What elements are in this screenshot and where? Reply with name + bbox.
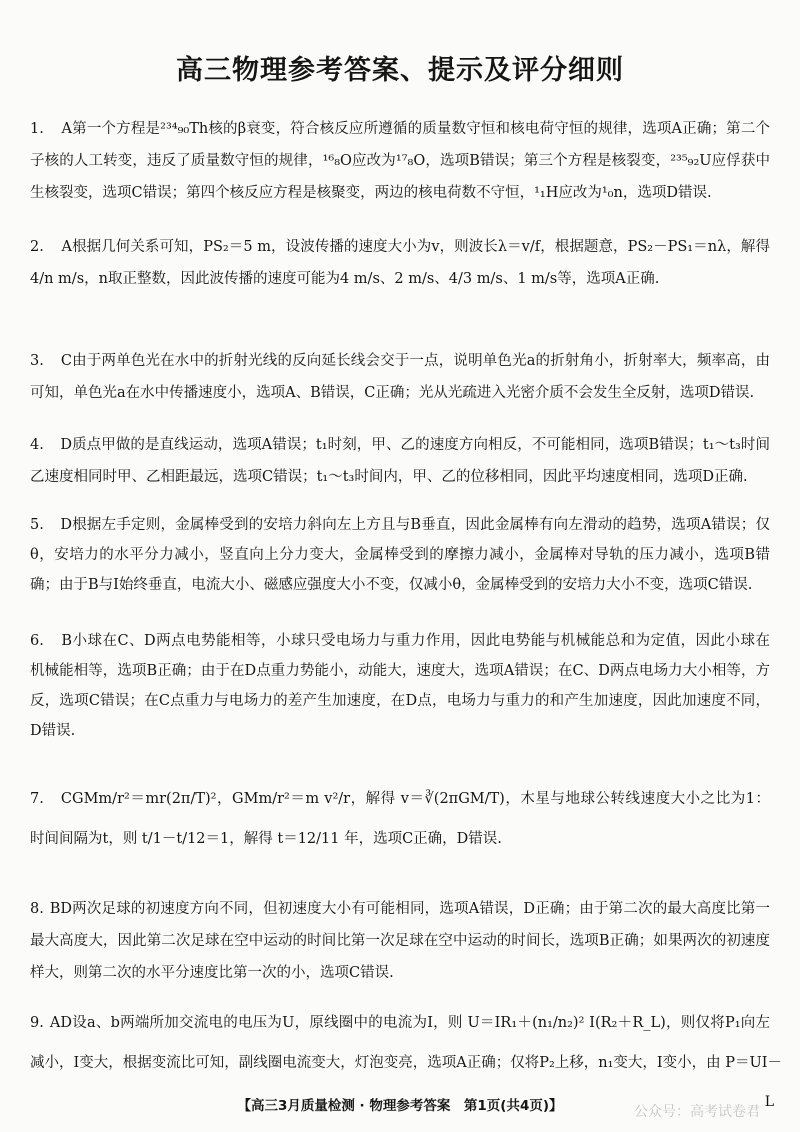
- answer-text: 减小，I变大，根据变流比可知，副线圈电流变大，灯泡变亮，选项A正确；仅将P₂上移，n₁变大，I变小，由 P＝UI－: [30, 1055, 782, 1071]
- answer-text: 机械能相等，选项B正确；由于在D点重力势能小，动能大，速度大，选项A错误；在C、D两点电场力大小相等，方: [30, 663, 770, 679]
- answer-line: [30, 466, 748, 488]
- answer-line: [30, 660, 770, 682]
- watermark-text: 公众号：高考试卷君: [634, 1104, 760, 1120]
- answer-number: 9. AD: [30, 1015, 72, 1031]
- answer-line: [30, 268, 659, 290]
- answer-text: 4/n m/s，n取正整数，因此波传播的速度可能为4 m/s、2 m/s、4/3 m/s、1 m/s等，选项A正确.: [30, 271, 660, 287]
- answer-line: [30, 150, 770, 172]
- page-footer: 【高三3月质量检测 · 物理参考答案 第1页(共4页)】: [237, 1098, 563, 1114]
- answer-number: 1. A: [30, 121, 72, 137]
- answer-text: 最大高度大，因此第二次足球在空中运动的时间比第一次足球在空中运动的时间长，选项B正确；如果两次的初速度: [30, 933, 770, 949]
- corner-mark: L: [764, 1094, 774, 1110]
- answer-text: 根据左手定则，金属棒受到的安培力斜向左上方且与B垂直，因此金属棒有向左滑动的趋势，选项A错误；仅: [72, 517, 770, 533]
- answer-line: [30, 690, 770, 712]
- answer-line: [30, 930, 770, 952]
- answer-text: D错误.: [30, 723, 76, 739]
- answer-line: [30, 630, 770, 652]
- answer-text: 样大，则第二次的水平分速度比第一次的小，选项C错误.: [30, 965, 394, 981]
- answer-number: 5. D: [30, 517, 72, 533]
- answer-line: [30, 182, 712, 204]
- answer-line: [30, 788, 770, 810]
- answer-text: 乙速度相同时甲、乙相距最远，选项C错误；t₁～t₃时间内，甲、乙的位移相同，因此平均速度相同，选项D正确.: [30, 469, 748, 485]
- answer-text: 两次足球的初速度方向不同，但初速度大小有可能相同，选项A错误，D正确；由于第二次的最大高度比第一: [72, 901, 770, 917]
- answer-text: 时间间隔为t，则 t/1－t/12＝1，解得 t＝12/11 年，选项C正确，D错误.: [30, 831, 502, 847]
- answer-text: 由于两单色光在水中的折射光线的反向延长线会交于一点，说明单色光a的折射角小，折射率大，频率高，由: [72, 353, 770, 369]
- answer-line: [30, 828, 502, 850]
- answer-line: [30, 434, 770, 456]
- answer-line: [30, 382, 754, 404]
- answer-number: 6. B: [30, 633, 72, 649]
- answer-line: [30, 236, 770, 258]
- answer-line: [30, 574, 752, 596]
- answer-text: 确；由于B与I始终垂直，电流大小、磁感应强度大小不变，仅减小θ，金属棒受到的安培力大小不变，选项C错误.: [30, 577, 753, 593]
- answer-text: 生核裂变，选项C错误；第四个核反应方程是核聚变，两边的核电荷数不守恒，¹₁H应改为¹₀n，选项D错误.: [30, 185, 712, 201]
- answer-number: 8. BD: [30, 901, 72, 917]
- answer-line: [30, 514, 770, 536]
- answer-text: 子核的人工转变，违反了质量数守恒的规律，¹⁶₈O应改为¹⁷₈O，选项B错误；第三个方程是核裂变，²³⁵₉₂U应俘获中: [30, 153, 770, 169]
- page-title: 高三物理参考答案、提示及评分细则: [176, 55, 624, 86]
- answer-line: [30, 350, 770, 372]
- answer-number: 3. C: [30, 353, 72, 369]
- answer-line: [30, 118, 770, 140]
- answer-line: [30, 720, 75, 742]
- answer-text: 根据几何关系可知，PS₂＝5 m，设波传播的速度大小为v，则波长λ＝v/f，根据题意，PS₂－PS₁＝nλ，解得: [72, 239, 770, 255]
- answer-number: 2. A: [30, 239, 72, 255]
- answer-line: [30, 1052, 782, 1074]
- answer-text: 第一个方程是²³⁴₉₀Th核的β衰变，符合核反应所遵循的质量数守恒和核电荷守恒的规律，选项A正确；第二个: [72, 121, 770, 137]
- answer-text: 质点甲做的是直线运动，选项A错误；t₁时刻，甲、乙的速度方向相反，不可能相同，选项B错误；t₁～t₃时间: [72, 437, 770, 453]
- answer-line: [30, 1012, 770, 1034]
- answer-number: 7. C: [30, 791, 72, 807]
- answer-text: 设a、b两端所加交流电的电压为U，原线圈中的电流为I，则 U＝IR₁＋(n₁/n₂)² I(R₂＋R_L)，则仅将P₁向左: [72, 1015, 770, 1031]
- answer-number: 4. D: [30, 437, 72, 453]
- answer-text: θ，安培力的水平分力减小，竖直向上分力变大，金属棒受到的摩擦力减小，金属棒对导轨的压力减小，选项B错: [30, 547, 770, 563]
- answer-text: 可知，单色光a在水中传播速度小，选项A、B错误，C正确；光从光疏进入光密介质不会发生全反射，选项D错误.: [30, 385, 755, 401]
- answer-line: [30, 962, 394, 984]
- answer-line: [30, 544, 770, 566]
- answer-text: 反，选项C错误；在C点重力与电场力的差产生加速度，在D点，电场力与重力的和产生加速度，因此加速度不同，: [30, 693, 770, 709]
- answer-text: GMm/r²＝mr(2π/T)²，GMm/r²＝m v²/r，解得 v＝∛(2πGM/T)，木星与地球公转线速度大小之比为1：: [72, 791, 770, 807]
- answer-text: 小球在C、D两点电势能相等，小球只受电场力与重力作用，因此电势能与机械能总和为定值，因此小球在: [72, 633, 770, 649]
- answer-line: [30, 898, 770, 920]
